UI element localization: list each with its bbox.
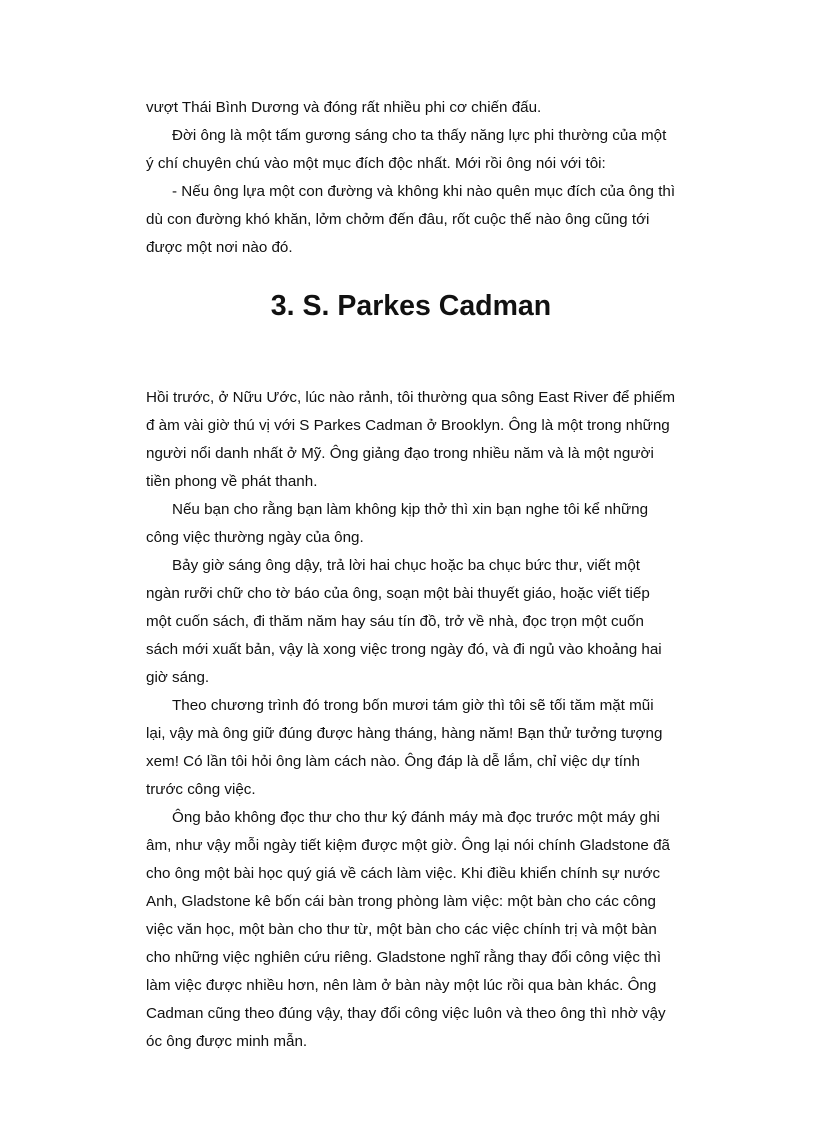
paragraph-life-example: Đời ông là một tấm gương sáng cho ta thấy năng lực phi thường của một ý chí chuyên chú vào một mục đích độc nhất. Mới rồi ông nói với tôi: xyxy=(146,127,667,172)
paragraph-intro: Hồi trước, ở Nữu Ước, lúc nào rảnh, tôi thường qua sông East River để phiếm đ àm vài giờ thú vị với S Parkes Cadman ở Brooklyn. Ông là một trong những người nổi danh nhất ở Mỹ. Ông giảng đạo trong nhiều năm và là một người tiền phong về phát thanh. xyxy=(146,389,676,490)
paragraph-routine-intro: Nếu bạn cho rằng bạn làm không kịp thở thì xin bạn nghe tôi kể những công việc thường ngày của ông. xyxy=(146,501,649,546)
paragraph-gladstone: Ông bảo không đọc thư cho thư ký đánh máy mà đọc trước một máy ghi âm, như vậy mỗi ngày tiết kiệm được một giờ. Ông lại nói chính Gladstone đã cho ông một bài học quý giá về cách làm việc. Khi điều khiển chính sự nước Anh, Gladstone kê bốn cái bàn trong phòng làm việc: một bàn cho các công việc văn học, một bàn cho thư từ, một bàn cho các việc chính trị và một bàn cho những việc nghiên cứu riêng. Gladstone nghĩ rằng thay đổi công việc thì làm việc được nhiều hơn, nên làm ở bàn này một lúc rồi qua bàn khác. Ông Cadman cũng theo đúng vậy, thay đổi công việc luôn và theo ông thì nhờ vậy óc ông được minh mẫn. xyxy=(146,809,670,1050)
section-heading: 3. S. Parkes Cadman xyxy=(270,290,552,322)
paragraph-planning: Theo chương trình đó trong bốn mươi tám giờ thì tôi sẽ tối tăm mặt mũi lại, vậy mà ông giữ đúng được hàng tháng, hàng năm! Bạn thử tưởng tượng xem! Có lần tôi hỏi ông làm cách nào. Ông đáp là dễ lắm, chỉ việc dự tính trước công việc. xyxy=(146,697,663,798)
document-page xyxy=(146,94,676,1056)
paragraph-quote: - Nếu ông lựa một con đường và không khi nào quên mục đích của ông thì dù con đường khó khăn, lởm chởm đến đâu, rốt cuộc thế nào ông cũng tới được một nơi nào đó. xyxy=(146,183,676,256)
paragraph-continuation: vượt Thái Bình Dương và đóng rất nhiều phi cơ chiến đấu. xyxy=(146,99,542,116)
paragraph-daily-routine: Bảy giờ sáng ông dậy, trả lời hai chục hoặc ba chục bức thư, viết một ngàn rưỡi chữ cho tờ báo của ông, soạn một bài thuyết giáo, hoặc viết tiếp một cuốn sách, đi thăm năm hay sáu tín đồ, trở về nhà, đọc trọn một cuốn sách mới xuất bản, vậy là xong việc trong ngày đó, và đi ngủ vào khoảng hai giờ sáng. xyxy=(146,557,662,686)
